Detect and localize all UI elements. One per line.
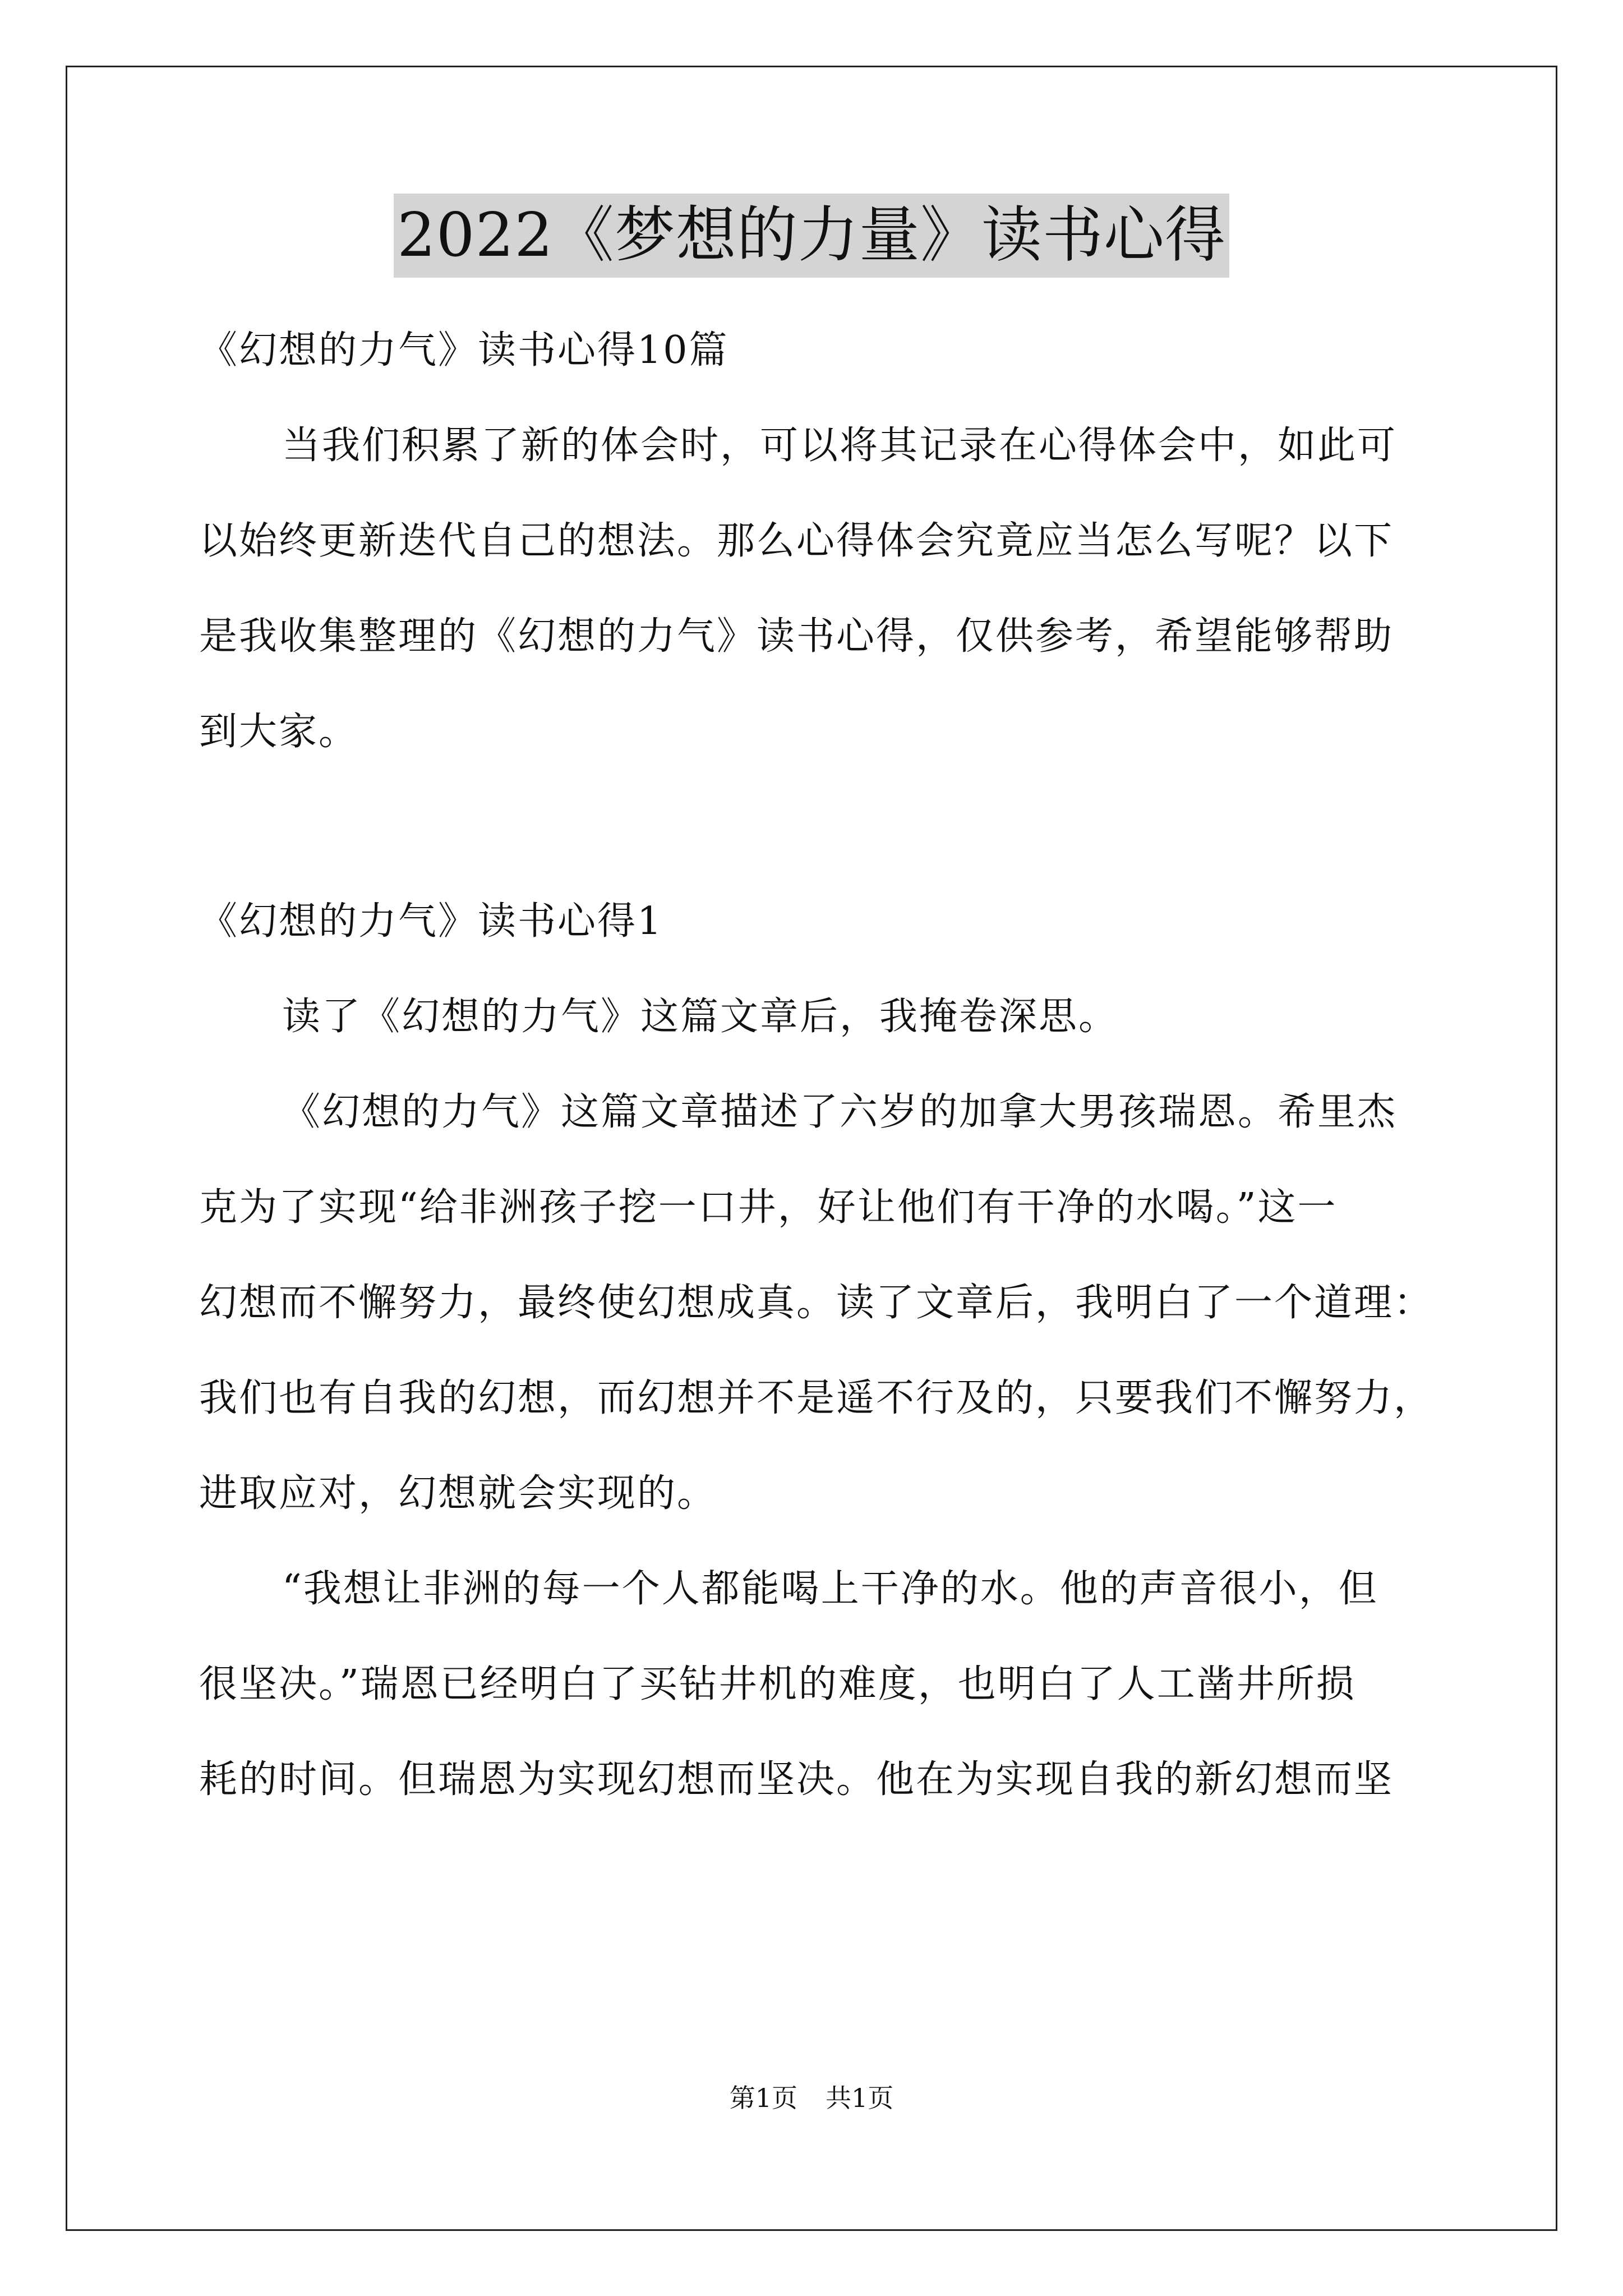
text-line: 当我们积累了新的体会时，可以将其记录在心得体会中，如此可 — [282, 424, 1398, 468]
text-line: 以始终更新迭代自己的想法。那么心得体会究竟应当怎么写呢？以下 — [199, 519, 1394, 563]
page-total: 共1页 — [826, 2083, 894, 2113]
document-body — [199, 303, 1433, 1828]
text-line: 克为了实现“给非洲孩子挖一口井，好让他们有干净的水喝。”这一 — [199, 1185, 1338, 1230]
text-line: 耗的时间。但瑞恩为实现幻想而坚决。他在为实现自我的新幻想而坚 — [199, 1757, 1394, 1802]
text-line: 读了《幻想的力气》这篇文章后，我掩卷深思。 — [282, 995, 1119, 1039]
text-line: “我想让非洲的每一个人都能喝上干净的水。他的声音很小，但 — [282, 1567, 1378, 1611]
title-container — [0, 194, 1623, 278]
text-line: 很坚决。”瑞恩已经明白了买钻井机的难度，也明白了人工凿井所损 — [199, 1662, 1356, 1706]
document-title: 2022《梦想的力量》读书心得 — [394, 194, 1229, 278]
page-number: 第1页 — [729, 2083, 797, 2113]
section-heading — [199, 303, 1433, 398]
body-paragraph — [199, 1065, 1433, 1542]
paragraph-gap — [199, 780, 1433, 874]
text-line: 进取应对，幻想就会实现的。 — [199, 1471, 717, 1516]
text-line: 《幻想的力气》读书心得1 — [199, 899, 663, 944]
page-footer — [0, 2081, 1623, 2115]
section-heading — [199, 874, 1433, 969]
text-line: 《幻想的力气》读书心得10篇 — [199, 328, 729, 372]
text-line: 我们也有自我的幻想，而幻想并不是遥不行及的，只要我们不懈努力， — [199, 1376, 1434, 1420]
text-line: 是我收集整理的《幻想的力气》读书心得，仅供参考，希望能够帮助 — [199, 614, 1394, 659]
body-paragraph — [199, 1542, 1433, 1828]
text-line: 《幻想的力气》这篇文章描述了六岁的加拿大男孩瑞恩。希里杰 — [282, 1090, 1398, 1134]
body-paragraph — [199, 398, 1433, 780]
text-line: 幻想而不懈努力，最终使幻想成真。读了文章后，我明白了一个道理： — [199, 1281, 1434, 1325]
body-paragraph — [199, 969, 1433, 1065]
text-line: 到大家。 — [199, 710, 359, 754]
